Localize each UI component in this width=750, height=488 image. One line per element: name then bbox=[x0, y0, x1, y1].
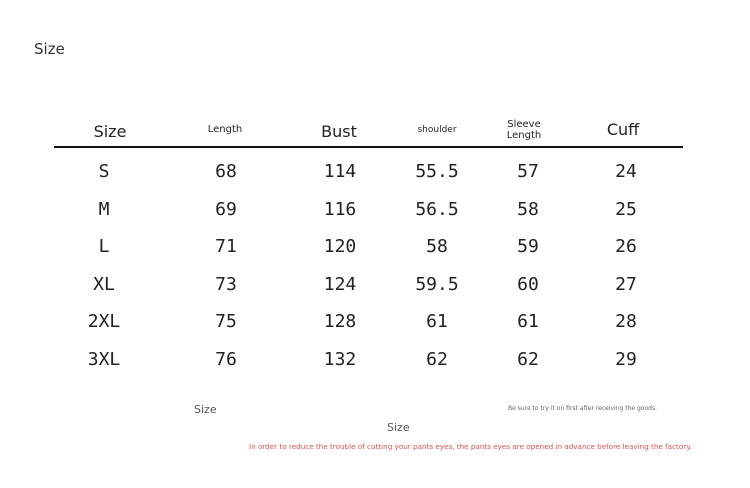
table-header bbox=[54, 112, 683, 146]
cell-size: S bbox=[98, 161, 110, 182]
cell-shoulder: 62 bbox=[426, 348, 448, 370]
cell-cuff: 28 bbox=[615, 311, 637, 333]
cell-bust: 116 bbox=[323, 198, 357, 220]
cell-size: M bbox=[98, 198, 110, 220]
cell-length: 71 bbox=[215, 236, 237, 258]
cell-cuff: 29 bbox=[615, 348, 637, 370]
cell-cuff: 26 bbox=[615, 236, 637, 258]
header-divider bbox=[54, 146, 683, 148]
cell-length: 69 bbox=[215, 198, 237, 220]
table-row bbox=[54, 305, 683, 343]
cell-sleeve-length: 59 bbox=[517, 236, 539, 258]
header-bust: Bust bbox=[321, 122, 357, 141]
table-row bbox=[54, 193, 683, 231]
table-row bbox=[54, 343, 683, 381]
header-length: Length bbox=[207, 124, 243, 135]
cell-bust: 124 bbox=[323, 273, 357, 295]
cell-size: 3XL bbox=[87, 348, 121, 370]
cell-size: L bbox=[98, 236, 110, 258]
table-row bbox=[54, 230, 683, 268]
cell-shoulder: 56.5 bbox=[415, 198, 459, 220]
cell-length: 73 bbox=[215, 273, 237, 295]
cell-length: 68 bbox=[215, 161, 237, 182]
table-row bbox=[54, 155, 683, 193]
header-sleeve-length: Sleeve Length bbox=[506, 119, 542, 141]
try-on-note: Be sure to try it on first after receiving the goods. bbox=[508, 405, 657, 412]
header-size: Size bbox=[93, 122, 127, 141]
cell-sleeve-length: 57 bbox=[517, 161, 539, 182]
cell-cuff: 27 bbox=[615, 273, 637, 295]
cell-shoulder: 61 bbox=[426, 311, 448, 333]
pants-eyes-note: In order to reduce the trouble of cutting your pants eyes, the pants eyes are opened in advance before leaving the factory. bbox=[249, 442, 692, 451]
cell-bust: 128 bbox=[323, 311, 357, 333]
cell-bust: 120 bbox=[323, 236, 357, 258]
size-table bbox=[54, 155, 683, 381]
cell-shoulder: 58 bbox=[426, 236, 448, 258]
cell-shoulder: 55.5 bbox=[415, 161, 459, 182]
header-shoulder: shoulder bbox=[417, 125, 457, 135]
cell-sleeve-length: 60 bbox=[517, 273, 539, 295]
cell-size: XL bbox=[93, 273, 115, 295]
table-row bbox=[54, 268, 683, 306]
cell-bust: 132 bbox=[323, 348, 357, 370]
cell-sleeve-length: 58 bbox=[517, 198, 539, 220]
cell-cuff: 25 bbox=[615, 198, 637, 220]
cell-cuff: 24 bbox=[615, 161, 637, 182]
page-title: Size bbox=[34, 40, 65, 58]
cell-size: 2XL bbox=[87, 311, 121, 333]
footer-size-label-center: Size bbox=[387, 421, 410, 434]
header-cuff: Cuff bbox=[606, 120, 640, 139]
cell-length: 76 bbox=[215, 348, 237, 370]
cell-sleeve-length: 61 bbox=[517, 311, 539, 333]
cell-length: 75 bbox=[215, 311, 237, 333]
cell-sleeve-length: 62 bbox=[517, 348, 539, 370]
cell-shoulder: 59.5 bbox=[415, 273, 459, 295]
cell-bust: 114 bbox=[323, 161, 357, 182]
footer-size-label: Size bbox=[194, 403, 217, 416]
